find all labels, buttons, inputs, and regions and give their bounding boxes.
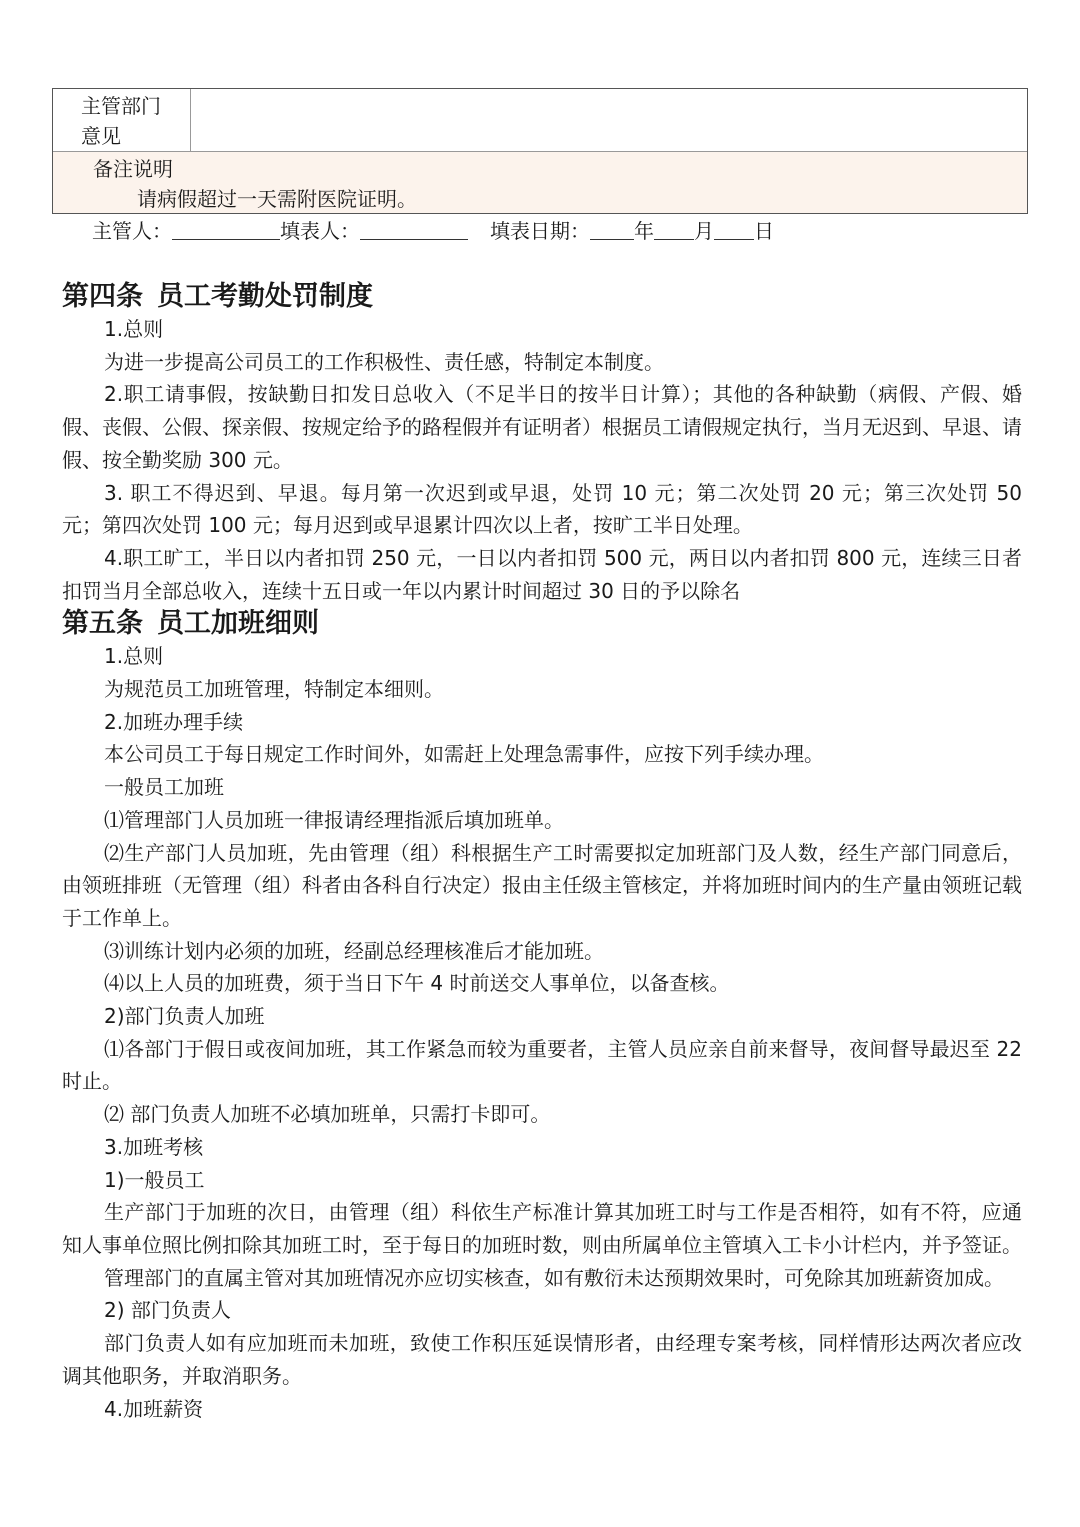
supervisor-blank[interactable] bbox=[172, 217, 280, 240]
article4-paragraph: 1.总则 bbox=[104, 317, 164, 341]
article5-paragraph: 4.加班薪资 bbox=[104, 1396, 204, 1421]
article5-paragraph: ⑵ 部门负责人加班不必填加班单，只需打卡即可。 bbox=[104, 1102, 551, 1127]
dept-opinion-field[interactable] bbox=[191, 89, 1027, 151]
article5-paragraph: 一般员工加班 bbox=[104, 775, 224, 800]
article5-paragraph: ⑷以上人员的加班费，须于当日下午 4 时前送交人事单位，以备查核。 bbox=[104, 971, 730, 996]
dept-opinion-row bbox=[53, 89, 1027, 152]
article4-title bbox=[62, 280, 1022, 313]
article5-paragraph: 1.总则 bbox=[104, 644, 164, 669]
day-label: 日 bbox=[754, 219, 774, 243]
article4-paragraph: 2.职工请事假，按缺勤日扣发日总收入（不足半日的按半日计算）；其他的各种缺勤（病假、产假、婚假、丧假、公假、探亲假、按规定给予的路程假并有证明者）根据员工请假规定执行，当月无迟到、早退、请假、按全勤奖励 300 元。 bbox=[62, 382, 1022, 472]
year-label: 年 bbox=[634, 219, 654, 243]
dept-opinion-label bbox=[53, 89, 191, 151]
article5-paragraph: 管理部门的直属主管对其加班情况亦应切实核查，如有敷衍未达预期效果时，可免除其加班薪资加成。 bbox=[104, 1265, 1004, 1290]
article5-paragraph: 部门负责人如有应加班而未加班，致使工作积压延误情形者，由经理专案考核，同样情形达两次者应改调其他职务，并取消职务。 bbox=[62, 1331, 1022, 1388]
article5-paragraph: ⑴管理部门人员加班一律报请经理指派后填加班单。 bbox=[104, 807, 564, 832]
article4-paragraph: 为进一步提高公司员工的工作积极性、责任感，特制定本制度。 bbox=[104, 349, 664, 374]
filler-blank[interactable] bbox=[360, 217, 468, 240]
article5-paragraph: ⑵生产部门人员加班，先由管理（组）科根据生产工时需要拟定加班部门及人数，经生产部门同意后，由领班排班（无管理（组）科者由各科自行决定）报由主任级主管核定，并将加班时间内的生产量由领班记载于工作单上。 bbox=[62, 840, 1022, 930]
notes-label: 备注说明 bbox=[93, 157, 173, 181]
article5-title bbox=[62, 607, 1022, 640]
document-body bbox=[62, 280, 1022, 1425]
article5-paragraph: 本公司员工于每日规定工作时间外，如需赶上处理急需事件，应按下列手续办理。 bbox=[104, 742, 824, 767]
article5-paragraph: ⑶训练计划内必须的加班，经副总经理核准后才能加班。 bbox=[104, 938, 604, 963]
supervisor-label: 主管人： bbox=[92, 219, 172, 243]
month-blank[interactable] bbox=[654, 217, 694, 240]
signature-line bbox=[92, 216, 774, 246]
leave-form-table bbox=[52, 88, 1028, 214]
year-blank[interactable] bbox=[590, 217, 634, 240]
article5-paragraph: 1)一般员工 bbox=[104, 1167, 205, 1192]
article5-number: 第五条 bbox=[62, 608, 143, 640]
article4-paragraph: 4.职工旷工，半日以内者扣罚 250 元，一日以内者扣罚 500 元，两日以内者扣罚 800 元，连续三日者扣罚当月全部总收入，连续十五日或一年以内累计时间超过 30 日的予以除名 bbox=[62, 545, 1022, 603]
article5-paragraph: ⑴各部门于假日或夜间加班，其工作紧急而较为重要者，主管人员应亲自前来督导，夜间督导最迟至 22 时止。 bbox=[62, 1036, 1022, 1094]
day-blank[interactable] bbox=[714, 217, 754, 240]
article5-paragraph: 2.加班办理手续 bbox=[104, 709, 244, 734]
article4-paragraph: 3. 职工不得迟到、早退。每月第一次迟到或早退，处罚 10 元；第二次处罚 20 元；第三次处罚 50 元；第四次处罚 100 元；每月迟到或早退累计四次以上者，按旷工半日处理。 bbox=[62, 480, 1022, 538]
dept-opinion-label-line2: 意见 bbox=[81, 124, 121, 148]
dept-opinion-label-line1: 主管部门 bbox=[81, 94, 161, 118]
date-label: 填表日期： bbox=[490, 219, 590, 243]
article5-paragraph: 为规范员工加班管理，特制定本细则。 bbox=[104, 677, 444, 702]
notes-row bbox=[53, 152, 1027, 213]
article5-heading: 员工加班细则 bbox=[157, 608, 319, 640]
article5-paragraph: 生产部门于加班的次日，由管理（组）科依生产标准计算其加班工时与工作是否相符，如有不符，应通知人事单位照比例扣除其加班工时，至于每日的加班时数，则由所属单位主管填入工卡小计栏内，并予签证。 bbox=[62, 1200, 1022, 1257]
article4-number: 第四条 bbox=[62, 281, 143, 312]
article5-paragraph: 3.加班考核 bbox=[104, 1134, 204, 1159]
filler-label: 填表人： bbox=[280, 219, 360, 243]
article5-paragraph: 2) 部门负责人 bbox=[104, 1298, 231, 1323]
month-label: 月 bbox=[694, 219, 714, 243]
notes-text: 请病假超过一天需附医院证明。 bbox=[137, 187, 417, 211]
article5-paragraph: 2)部门负责人加班 bbox=[104, 1004, 265, 1029]
article4-heading: 员工考勤处罚制度 bbox=[157, 281, 373, 312]
